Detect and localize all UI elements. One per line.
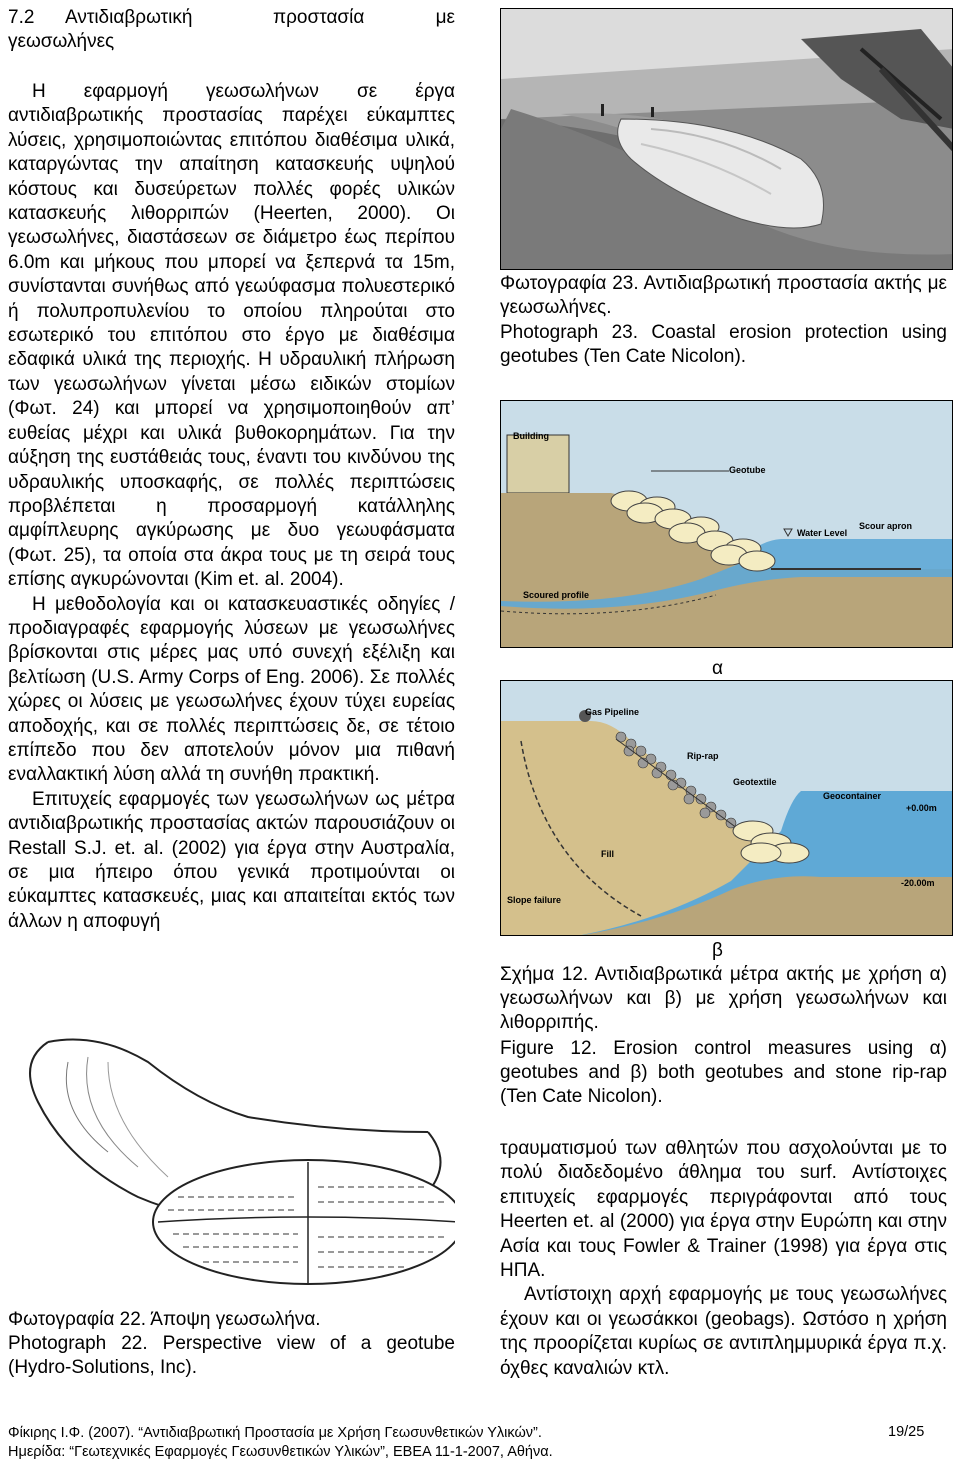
left-column-text [8,80,455,934]
beach-geotube-photo [501,9,953,270]
label-gas-pipeline: Gas Pipeline [585,707,640,717]
building-block [507,435,569,493]
geotube-perspective-sketch [8,1022,455,1302]
heading-word-1: Αντιδιαβρωτική [65,7,193,28]
footer-citation: Φίκιρης Ι.Φ. (2007). “Αντιδιαβρωτική Προστασία με Χρήση Γεωσυνθετικών Υλικών”. [8,1425,542,1441]
body-paragraph: Η μεθοδολογία και οι κατασκευαστικές οδηγίες / προδιαγραφές εφαρμογής λύσεων με γεωσωλήνες βρίσκονται στις μέρες μας υπό συνεχή εξέλιξη και βελτίωση (U.S. Army Corps of Eng. 2006). Σε πολλές χώρες οι λύσεις με γεωσωλήνες έχουν τύχει ευρείας αποδοχής, και σε πολλές περιπτώσεις δε, σε τέτοιο επίπεδο που δεν αποτελούν μόνον μια πιθανή εναλλακτική λύση αλλά τη συνήθη πρακτική. [8,593,455,786]
label-slope-failure: Slope failure [507,895,562,905]
label-scoured-profile: Scoured profile [523,590,590,600]
body-paragraph: Επιτυχείς εφαρμογές των γεωσωλήνων ως μέτρα αντιδιαβρωτικής προστασίας ακτών παρουσιάζουν οι Restall S.J. et. al. (2002) για έργα στην Αυστραλία, σε μια ήπειρο όπου γενικά προτιμούνται οι εύκαμπτες κατασκευές, μιας και απαιτείται εκτός των άλλων η αποφυγή [8,788,455,932]
figure12-caption-gr: Σχήμα 12. Αντιδιαβρωτικά μέτρα ακτής με χρήση α) γεωσωλήνων και β) με χρήση γεωσωλήνων και λιθορριπής. [500,964,947,1033]
body-paragraph: Η εφαρμογή γεωσωλήνων σε έργα αντιδιαβρωτικής προστασίας παρέχει εύκαμπτες λύσεις, χρησιμοποιώντας επιτόπου διαθέσιμα υλικά, καταργώντας την απαίτηση κατασκευής υψηλού κόστους και δυσεύρετων πολλές φορές υλικών κατασκευής λιθορριπών (Heerten, 2000). Οι γεωσωλήνες, διαστάσεων σε διάμετρο έως περίπου 6.0m και μήκους που μπορεί να ξεπερνά τα 15m, συνίστανται συνήθως από γεωύφασμα πολυεστερικό ή πολυπροπυλενίου το οποίου πληρούται στο εσωτερικό του επιτόπου στο έργο με διαθέσιμα εδαφικά υλικά της περιοχής. Η υδραυλική πλήρωση των γεωσωλήνων γίνεται μέσω ειδικών στομίων (Φωτ. 24) και μπορεί να χρησιμοποιηθούν απ’ ευθείας μέχρι και υλικά βυθοκορημάτων. Για την αύξηση της ευστάθειάς τους, έναντι του κινδύνου της υδραυλικής υποσκαφής, σε πολλές περιπτώσεις προβλέπεται η προσαρμογή κατάλληλης αμφίπλευρης αγκύρωσης με δυο γεωυφάσματα (Φωτ. 25), τα οποία στα άκρα τους με τη σειρά τους επίσης αγκυρώνονται (Kim et. al. 2004). [8,81,455,591]
photo22-caption-en: Photograph 22. Perspective view of a geotube (Hydro-Solutions, Inc). [8,1333,455,1378]
label-geocontainer: Geocontainer [823,791,882,801]
label-fill: Fill [601,849,614,859]
figure-12b-riprap-diagram [500,680,953,936]
section-number: 7.2 [8,7,35,28]
photograph-22 [8,1022,455,1302]
label-geotube: Geotube [729,465,766,475]
label-rip-rap: Rip-rap [687,751,719,761]
riprap-cross-section [501,681,953,936]
label-level-top: +0.00m [906,803,937,813]
figure12-caption-en: Figure 12. Erosion control measures using α) geotubes and β) both geotubes and stone rip-rap (Ten Cate Nicolon). [500,1038,947,1107]
photo23-caption-en: Photograph 23. Coastal erosion protection using geotubes (Ten Cate Nicolon). [500,322,947,367]
figure-label-a: α [712,658,723,679]
heading-word-2: προστασία [273,7,365,28]
label-level-bottom: -20.00m [901,878,935,888]
photograph-23 [500,8,953,270]
geotube-cross-section [501,401,953,648]
photo23-caption-gr: Φωτογραφία 23. Αντιδιαβρωτική προστασία ακτής με γεωσωλήνες. [500,273,947,318]
heading-word-4: γεωσωλήνες [8,31,115,53]
label-building: Building [513,431,549,441]
label-geotextile: Geotextile [733,777,777,787]
figure-label-b: β [712,940,723,961]
body-paragraph: Αντίστοιχη αρχή εφαρμογής με τους γεωσωλήνες έχουν και οι γεωσάκκοι (geobags). Ωστόσο η χρήση της προορίζεται κυρίως σε αντιπλημμυρικά έργα π.χ. όχθες καναλιών κτλ. [500,1284,947,1379]
right-column-text [500,1137,947,1381]
label-water-level: Water Level [797,528,848,538]
footer-event: Ημερίδα: “Γεωτεχνικές Εφαρμογές Γεωσυνθετικών Υλικών”, ΕΒΕΑ 11-1-2007, Αθήνα. [8,1444,553,1460]
figure-12a-geotubes-diagram [500,400,953,648]
body-paragraph: τραυματισμού των αθλητών που ασχολούνται με το πολύ διαδεδομένο άθλημα του surf. Αντίστοιχες επιτυχείς εφαρμογές περιγράφονται από τους Heerten et. al (2000) για έργα στην Ευρώπη και στην Ασία και τους Fowler & Trainer (1998) για έργα στις ΗΠΑ. [500,1138,947,1282]
heading-word-3: με [435,7,455,28]
page-number: 19/25 [888,1424,925,1440]
label-scour-apron: Scour apron [859,521,913,531]
photo22-caption-gr: Φωτογραφία 22. Άποψη γεωσωλήνα. [8,1309,321,1330]
